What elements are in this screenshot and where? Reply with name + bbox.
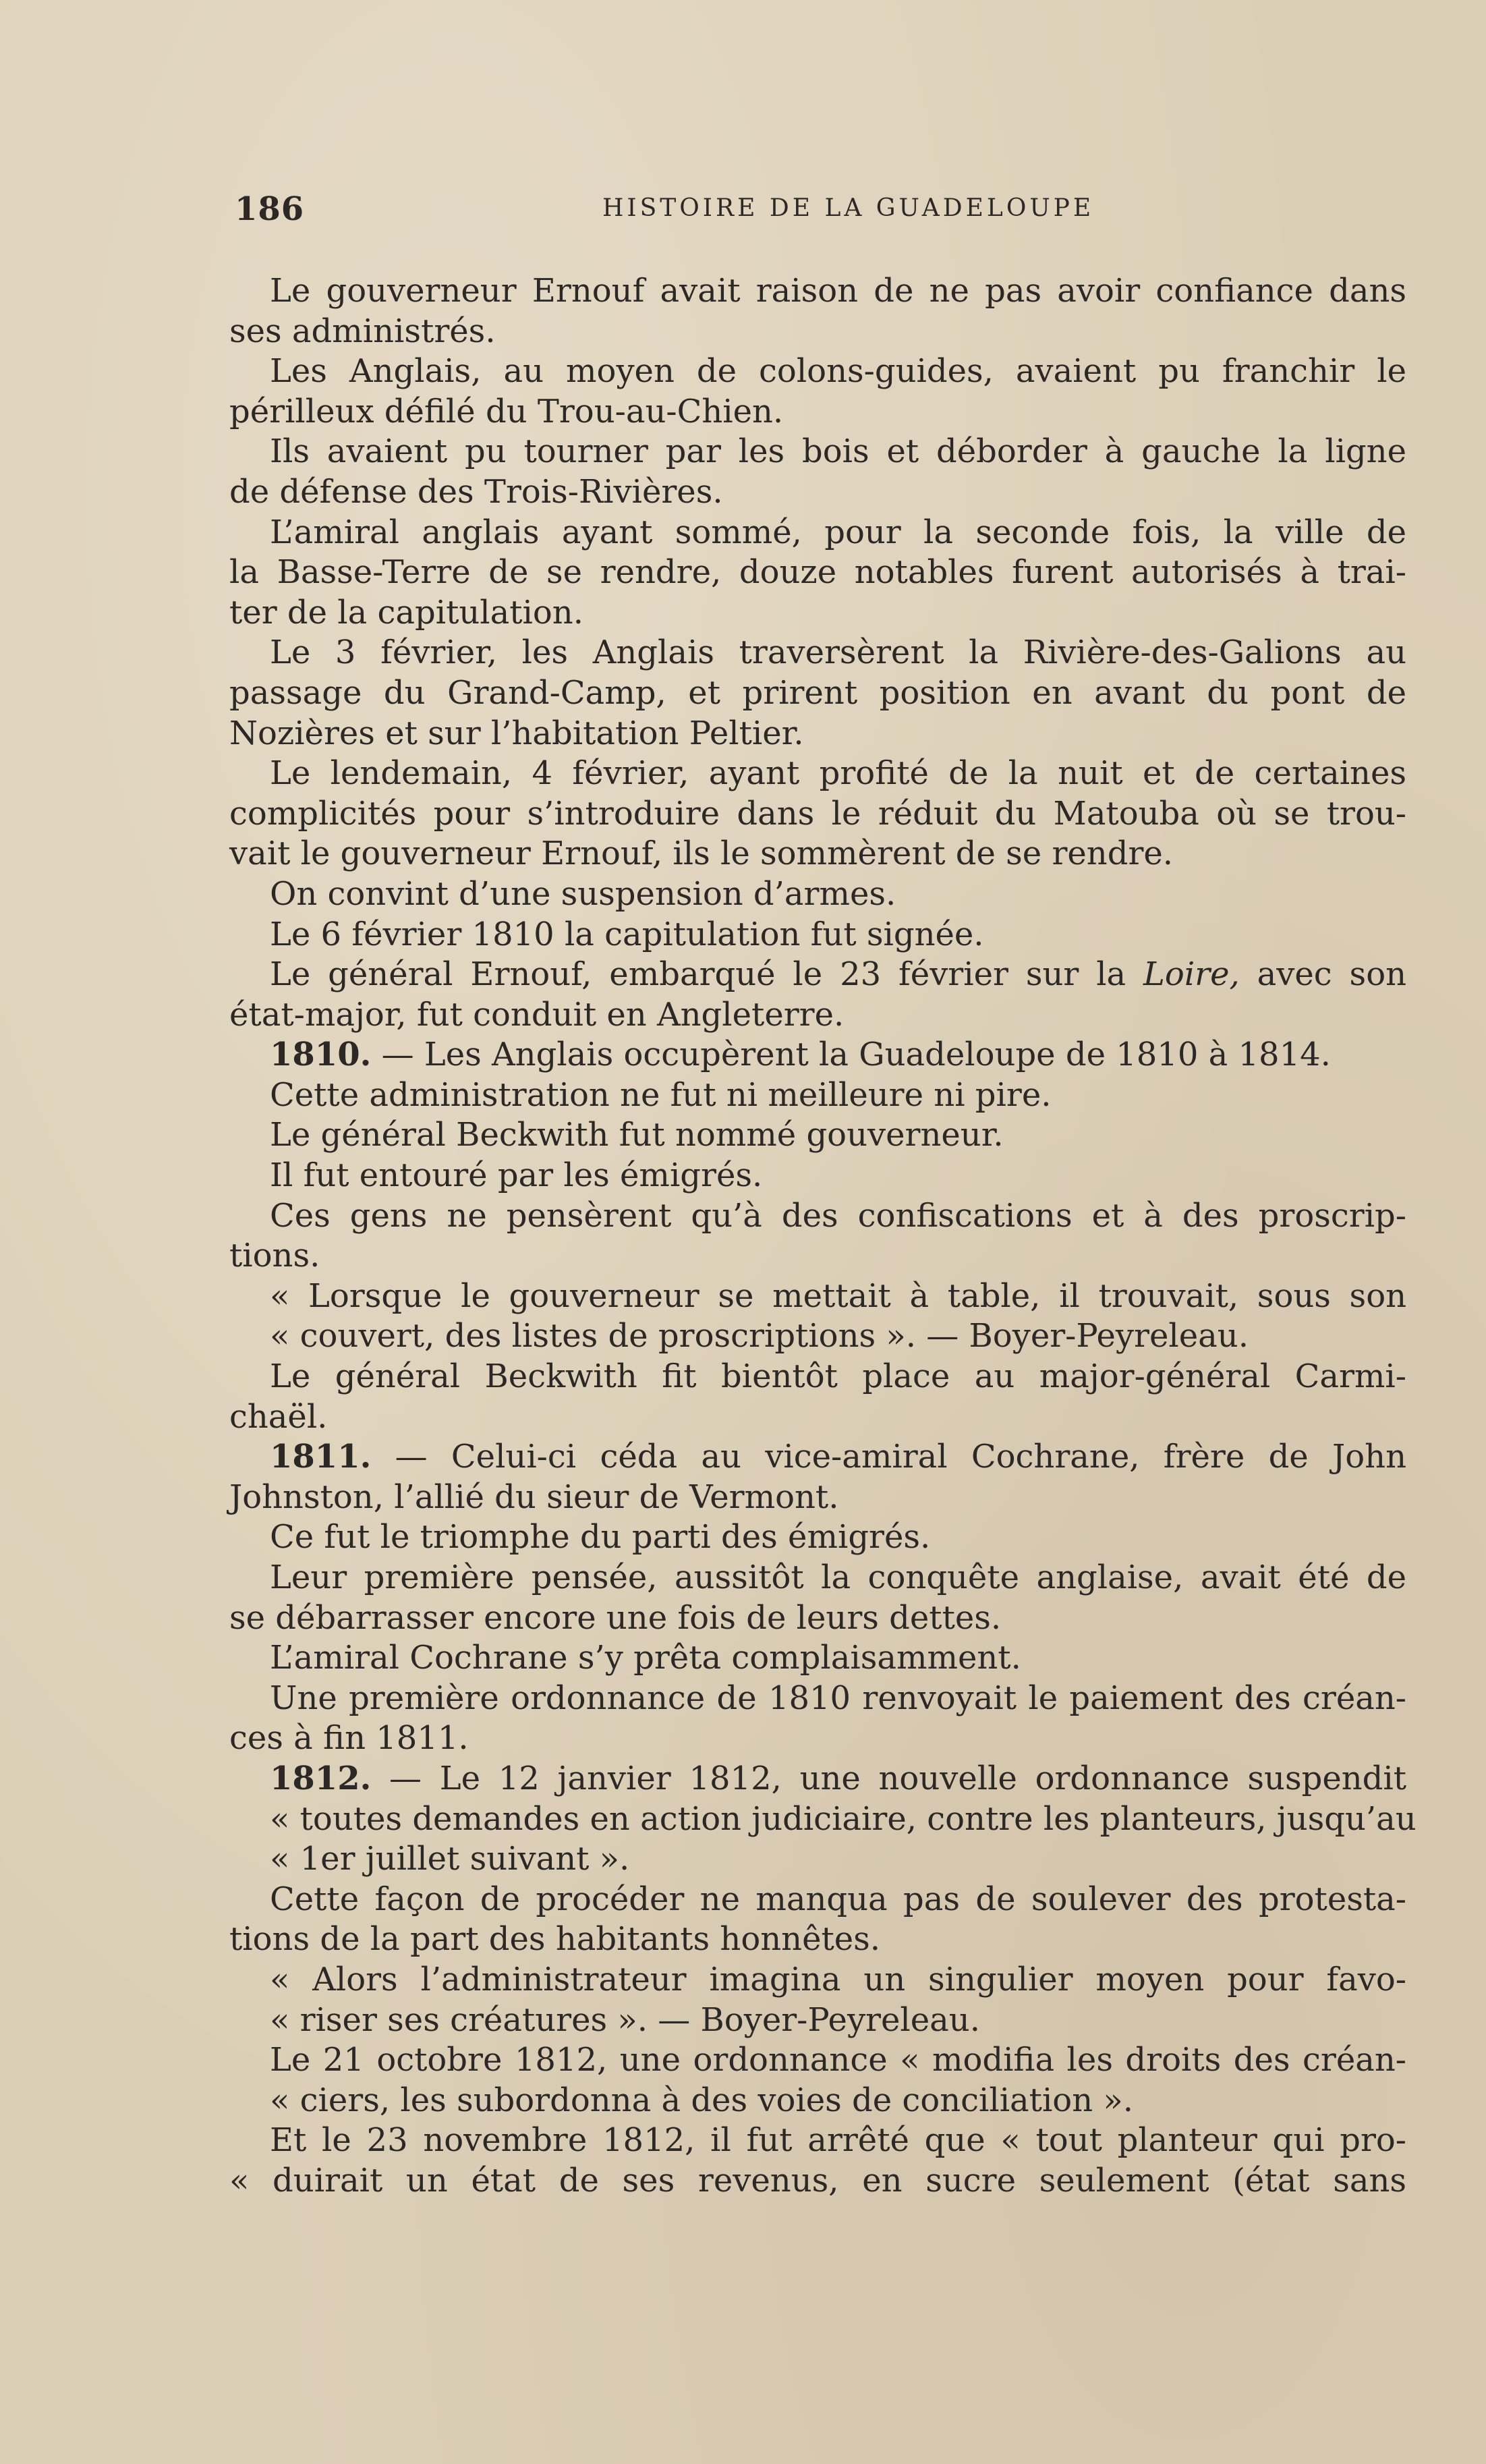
line-text: Cette façon de procéder ne manqua pas de soulever des protesta- bbox=[270, 1880, 1406, 1918]
line-text: L’amiral Cochrane s’y prêta complaisamment. bbox=[270, 1639, 1021, 1677]
text-line bbox=[229, 1839, 1406, 1880]
line-text: Le gouverneur Ernouf avait raison de ne pas avoir confiance dans bbox=[270, 272, 1406, 310]
line-text: complicités pour s’introduire dans le réduit du Matouba où se trou- bbox=[229, 794, 1406, 833]
text-line bbox=[229, 874, 1406, 915]
line-text: L’amiral anglais ayant sommé, pour la seconde fois, la ville de bbox=[270, 513, 1406, 551]
text-line bbox=[229, 1196, 1406, 1237]
line-text: « Lorsque le gouverneur se mettait à table, il trouvait, sous son bbox=[270, 1277, 1406, 1315]
text-line bbox=[229, 1035, 1406, 1075]
text-line bbox=[229, 352, 1406, 392]
line-text: Le 3 février, les Anglais traversèrent la Rivière-des-Galions au bbox=[270, 634, 1406, 672]
text-line bbox=[229, 553, 1406, 593]
line-text: « toutes demandes en action judiciaire, contre les planteurs, jusqu’au bbox=[270, 1799, 1417, 1838]
line-text: Une première ordonnance de 1810 renvoyait le paiement des créan- bbox=[270, 1679, 1406, 1717]
text-line bbox=[229, 1920, 1406, 1960]
year-marker: 1812. bbox=[270, 1759, 372, 1797]
year-marker: 1810. bbox=[270, 1036, 372, 1074]
running-title: HISTOIRE DE LA GUADELOUPE bbox=[602, 194, 1095, 222]
text-line bbox=[229, 1277, 1406, 1317]
text-line bbox=[229, 633, 1406, 673]
line-text: Ce fut le triomphe du parti des émigrés. bbox=[270, 1518, 931, 1557]
line-text: ses administrés. bbox=[229, 312, 496, 350]
line-text: Leur première pensée, aussitôt la conquête anglaise, avait été de bbox=[270, 1559, 1406, 1596]
line-text: « Alors l’administrateur imagina un singulier moyen pour favo- bbox=[270, 1960, 1406, 1998]
line-text: « riser ses créatures ». — Boyer-Peyreleau. bbox=[270, 2000, 980, 2039]
line-text: se débarrasser encore une fois de leurs dettes. bbox=[229, 1598, 1002, 1637]
text-line bbox=[229, 513, 1406, 553]
line-text: « couvert, des listes de proscriptions ». — Boyer-Peyreleau. bbox=[270, 1317, 1249, 1355]
text-line bbox=[229, 1759, 1406, 1799]
text-line bbox=[229, 1598, 1406, 1639]
text-line bbox=[229, 392, 1406, 432]
line-text: Les Anglais, au moyen de colons-guides, avaient pu franchir le bbox=[270, 352, 1406, 391]
text-line bbox=[229, 995, 1406, 1036]
text-line bbox=[229, 673, 1406, 714]
line-text: Le général Beckwith fit bientôt place au major-général Carmi- bbox=[270, 1357, 1406, 1396]
text-line bbox=[229, 794, 1406, 835]
page-header bbox=[235, 190, 1408, 231]
line-text: Cette administration ne fut ni meilleure ni pire. bbox=[270, 1075, 1052, 1114]
text-line bbox=[229, 2000, 1406, 2041]
text-line bbox=[229, 1115, 1406, 1156]
line-text: Le 6 février 1810 la capitulation fut signée. bbox=[270, 915, 984, 953]
text-line bbox=[229, 1156, 1406, 1196]
line-text: « 1er juillet suivant ». bbox=[270, 1840, 630, 1878]
text-line bbox=[229, 1638, 1406, 1679]
text-line bbox=[229, 472, 1406, 513]
text-line bbox=[229, 1316, 1406, 1357]
text-line bbox=[229, 1718, 1406, 1759]
line-text: « ciers, les subordonna à des voies de conciliation ». bbox=[270, 2081, 1133, 2119]
text-line bbox=[229, 2161, 1406, 2202]
body-text bbox=[229, 271, 1417, 2202]
text-line bbox=[229, 1478, 1406, 1518]
line-text: ter de la capitulation. bbox=[229, 593, 583, 632]
text-line bbox=[229, 754, 1406, 794]
year-marker: 1811. bbox=[270, 1438, 372, 1476]
line-text: passage du Grand-Camp, et prirent position en avant du pont de bbox=[229, 673, 1406, 712]
text-line bbox=[229, 1880, 1406, 1920]
line-text: Ils avaient pu tourner par les bois et déborder à gauche la ligne bbox=[270, 432, 1406, 471]
text-line bbox=[229, 2081, 1406, 2121]
line-text: Et le 23 novembre 1812, il fut arrêté que « tout planteur qui pro- bbox=[270, 2121, 1406, 2160]
text-line bbox=[229, 593, 1406, 634]
line-text: ces à fin 1811. bbox=[229, 1719, 469, 1758]
text-line bbox=[229, 1679, 1406, 1719]
line-text: Le général Ernouf, embarqué le 23 février sur la Loire, avec son bbox=[270, 955, 1407, 994]
line-text: Il fut entouré par les émigrés. bbox=[270, 1156, 763, 1195]
text-line bbox=[229, 1517, 1406, 1558]
line-text: chaël. bbox=[229, 1397, 328, 1436]
line-text: Nozières et sur l’habitation Peltier. bbox=[229, 714, 804, 752]
line-text: — Le 12 janvier 1812, une nouvelle ordonnance suspendit bbox=[389, 1759, 1407, 1797]
line-text: tions. bbox=[229, 1237, 320, 1275]
text-line bbox=[229, 1799, 1417, 1840]
line-text: — Celui-ci céda au vice-amiral Cochrane, frère de John bbox=[395, 1438, 1406, 1476]
page-number: 186 bbox=[235, 190, 305, 228]
text-line bbox=[229, 714, 1406, 754]
text-line bbox=[229, 1397, 1406, 1438]
text-line bbox=[229, 915, 1406, 955]
line-text: On convint d’une suspension d’armes. bbox=[270, 874, 896, 913]
text-line bbox=[229, 2040, 1406, 2081]
line-text: de défense des Trois-Rivières. bbox=[229, 472, 723, 511]
line-text: — Les Anglais occupèrent la Guadeloupe de 1810 à 1814. bbox=[381, 1036, 1331, 1074]
text-line bbox=[229, 834, 1406, 874]
text-line bbox=[229, 1236, 1406, 1277]
text-line bbox=[229, 1075, 1406, 1116]
line-text: état-major, fut conduit en Angleterre. bbox=[229, 995, 845, 1034]
text-line bbox=[229, 271, 1406, 312]
line-text: Johnston, l’allié du sieur de Vermont. bbox=[229, 1478, 839, 1516]
line-text: Ces gens ne pensèrent qu’à des confiscations et à des proscrip- bbox=[270, 1196, 1406, 1235]
line-text: vait le gouverneur Ernouf, ils le sommèrent de se rendre. bbox=[229, 835, 1174, 873]
text-line bbox=[229, 1960, 1406, 2000]
line-text: Le lendemain, 4 février, ayant profité de la nuit et de certaines bbox=[270, 754, 1406, 793]
text-line bbox=[229, 1357, 1406, 1397]
line-text: Le général Beckwith fut nommé gouverneur. bbox=[270, 1116, 1004, 1154]
text-line bbox=[229, 2121, 1406, 2161]
line-text: tions de la part des habitants honnêtes. bbox=[229, 1920, 881, 1959]
text-line bbox=[229, 432, 1406, 472]
text-line bbox=[229, 955, 1406, 995]
text-line bbox=[229, 1558, 1406, 1598]
text-line bbox=[229, 1437, 1406, 1478]
text-line bbox=[229, 312, 1406, 352]
line-text: la Basse-Terre de se rendre, douze notables furent autorisés à trai- bbox=[229, 553, 1406, 592]
line-text: périlleux défilé du Trou-au-Chien. bbox=[229, 392, 784, 430]
line-text: « duirait un état de ses revenus, en sucre seulement (état sans bbox=[229, 2161, 1406, 2200]
line-text: Le 21 octobre 1812, une ordonnance « modifia les droits des créan- bbox=[270, 2041, 1406, 2079]
